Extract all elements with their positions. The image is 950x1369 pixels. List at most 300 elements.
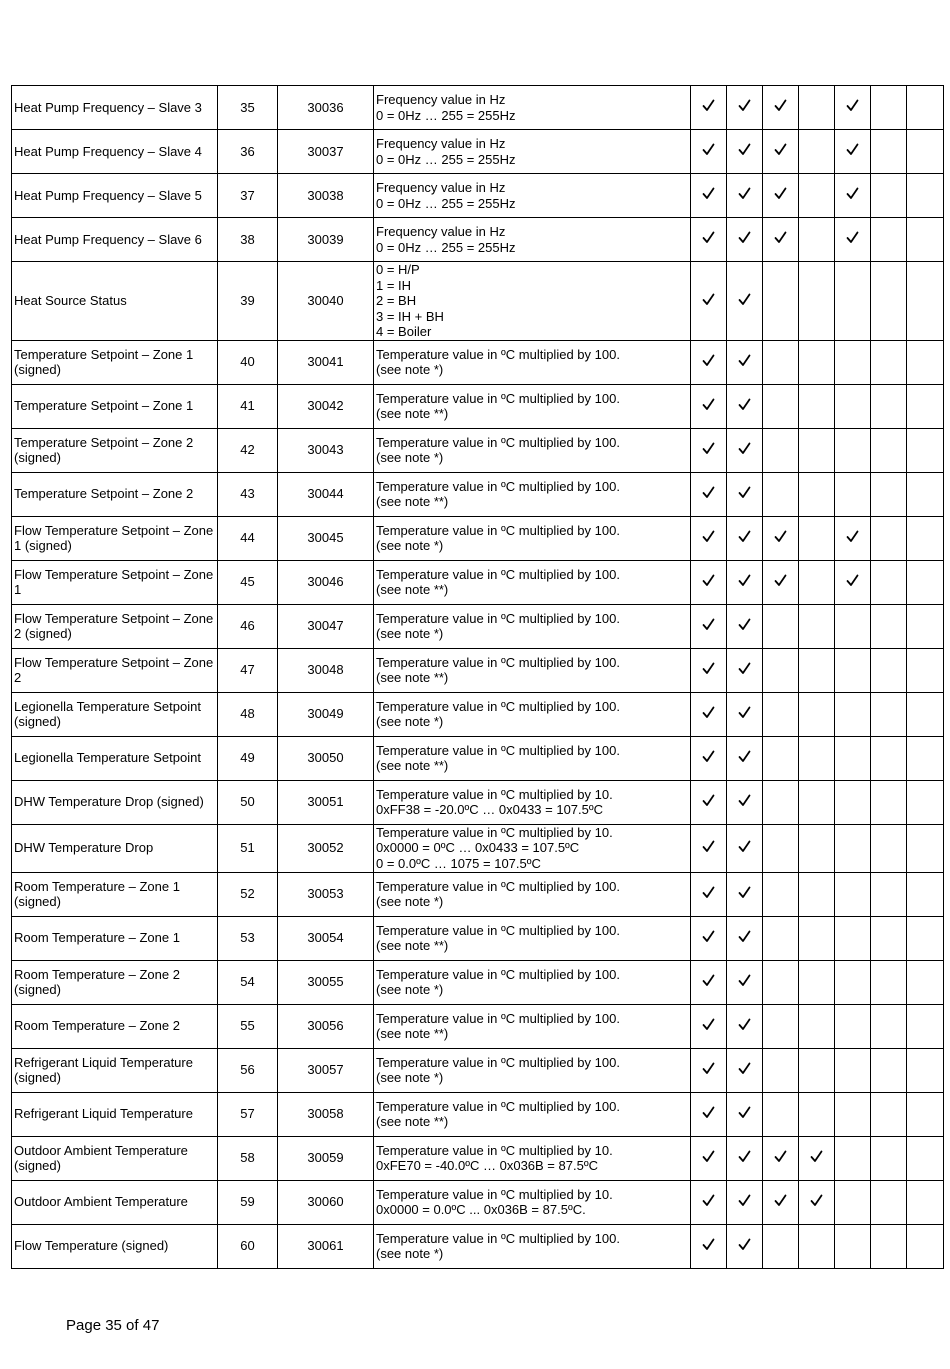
checkmark-icon — [774, 143, 787, 156]
checkmark-icon — [846, 231, 859, 244]
register-name: Heat Pump Frequency – Slave 3 — [12, 86, 218, 130]
register-address: 30039 — [278, 218, 374, 262]
support-cell-2 — [727, 174, 763, 218]
checkmark-icon — [738, 354, 751, 367]
checkmark-icon — [738, 187, 751, 200]
table-row — [12, 692, 944, 736]
support-cell-1 — [691, 1048, 727, 1092]
support-cell-3 — [763, 736, 799, 780]
register-description: Frequency value in Hz 0 = 0Hz … 255 = 255Hz — [374, 130, 691, 174]
checkmark-icon — [738, 886, 751, 899]
checkmark-icon — [702, 1106, 715, 1119]
register-name: Room Temperature – Zone 2 (signed) — [12, 960, 218, 1004]
support-cell-4 — [799, 1092, 835, 1136]
support-cell-4 — [799, 780, 835, 824]
support-cell-2 — [727, 1048, 763, 1092]
support-cell-3 — [763, 1004, 799, 1048]
support-cell-5 — [835, 1180, 871, 1224]
support-cell-7 — [907, 340, 944, 384]
register-address: 30043 — [278, 428, 374, 472]
support-cell-1 — [691, 262, 727, 341]
table-row — [12, 604, 944, 648]
register-index: 43 — [218, 472, 278, 516]
register-address: 30048 — [278, 648, 374, 692]
support-cell-7 — [907, 916, 944, 960]
table-row — [12, 472, 944, 516]
register-index: 50 — [218, 780, 278, 824]
support-cell-3 — [763, 872, 799, 916]
checkmark-icon — [702, 840, 715, 853]
support-cell-5 — [835, 130, 871, 174]
register-address: 30059 — [278, 1136, 374, 1180]
checkmark-icon — [702, 143, 715, 156]
support-cell-1 — [691, 130, 727, 174]
register-address: 30038 — [278, 174, 374, 218]
support-cell-3 — [763, 692, 799, 736]
support-cell-5 — [835, 516, 871, 560]
support-cell-6 — [871, 824, 907, 872]
register-address: 30051 — [278, 780, 374, 824]
register-index: 39 — [218, 262, 278, 341]
checkmark-icon — [702, 930, 715, 943]
support-cell-5 — [835, 872, 871, 916]
support-cell-2 — [727, 916, 763, 960]
support-cell-2 — [727, 130, 763, 174]
register-description: Temperature value in ºC multiplied by 100. (see note *) — [374, 604, 691, 648]
support-cell-2 — [727, 1180, 763, 1224]
table-row — [12, 1136, 944, 1180]
support-cell-7 — [907, 1004, 944, 1048]
checkmark-icon — [702, 886, 715, 899]
register-index: 59 — [218, 1180, 278, 1224]
checkmark-icon — [702, 1238, 715, 1251]
support-cell-4 — [799, 1224, 835, 1268]
support-cell-3 — [763, 86, 799, 130]
register-description: Temperature value in ºC multiplied by 100. (see note **) — [374, 736, 691, 780]
support-cell-3 — [763, 916, 799, 960]
support-cell-6 — [871, 472, 907, 516]
support-cell-3 — [763, 1048, 799, 1092]
register-description: Temperature value in ºC multiplied by 10. 0x0000 = 0ºC … 0x0433 = 107.5ºC 0 = 0.0ºC … 1075 = 107.5ºC — [374, 824, 691, 872]
checkmark-icon — [738, 530, 751, 543]
register-index: 56 — [218, 1048, 278, 1092]
support-cell-3 — [763, 130, 799, 174]
support-cell-6 — [871, 872, 907, 916]
register-address: 30046 — [278, 560, 374, 604]
register-address: 30047 — [278, 604, 374, 648]
support-cell-7 — [907, 174, 944, 218]
register-name: Temperature Setpoint – Zone 2 (signed) — [12, 428, 218, 472]
support-cell-1 — [691, 516, 727, 560]
checkmark-icon — [702, 398, 715, 411]
checkmark-icon — [774, 1194, 787, 1207]
support-cell-4 — [799, 960, 835, 1004]
checkmark-icon — [774, 1150, 787, 1163]
support-cell-3 — [763, 384, 799, 428]
register-description: Temperature value in ºC multiplied by 100. (see note *) — [374, 1048, 691, 1092]
support-cell-1 — [691, 1004, 727, 1048]
support-cell-4 — [799, 560, 835, 604]
support-cell-5 — [835, 604, 871, 648]
register-name: Heat Pump Frequency – Slave 6 — [12, 218, 218, 262]
support-cell-7 — [907, 692, 944, 736]
table-row — [12, 174, 944, 218]
support-cell-1 — [691, 648, 727, 692]
support-cell-5 — [835, 384, 871, 428]
table-row — [12, 340, 944, 384]
support-cell-4 — [799, 1048, 835, 1092]
checkmark-icon — [846, 143, 859, 156]
register-description: Temperature value in ºC multiplied by 10. 0xFF38 = -20.0ºC … 0x0433 = 107.5ºC — [374, 780, 691, 824]
register-address: 30052 — [278, 824, 374, 872]
register-description: Temperature value in ºC multiplied by 100. (see note **) — [374, 1092, 691, 1136]
register-description: Temperature value in ºC multiplied by 100. (see note **) — [374, 472, 691, 516]
register-name: Flow Temperature Setpoint – Zone 1 (signed) — [12, 516, 218, 560]
register-name: DHW Temperature Drop — [12, 824, 218, 872]
support-cell-6 — [871, 1180, 907, 1224]
support-cell-5 — [835, 916, 871, 960]
checkmark-icon — [738, 1238, 751, 1251]
support-cell-5 — [835, 692, 871, 736]
register-address: 30037 — [278, 130, 374, 174]
support-cell-6 — [871, 86, 907, 130]
register-name: Heat Source Status — [12, 262, 218, 341]
checkmark-icon — [738, 662, 751, 675]
support-cell-5 — [835, 174, 871, 218]
register-index: 38 — [218, 218, 278, 262]
table-row — [12, 872, 944, 916]
register-address: 30045 — [278, 516, 374, 560]
register-address: 30049 — [278, 692, 374, 736]
table-row — [12, 916, 944, 960]
support-cell-1 — [691, 692, 727, 736]
table-row — [12, 560, 944, 604]
checkmark-icon — [702, 794, 715, 807]
support-cell-5 — [835, 340, 871, 384]
table-row — [12, 86, 944, 130]
register-index: 35 — [218, 86, 278, 130]
support-cell-2 — [727, 604, 763, 648]
register-description: Temperature value in ºC multiplied by 100. (see note **) — [374, 560, 691, 604]
support-cell-2 — [727, 692, 763, 736]
support-cell-4 — [799, 872, 835, 916]
support-cell-5 — [835, 218, 871, 262]
register-index: 49 — [218, 736, 278, 780]
checkmark-icon — [702, 293, 715, 306]
support-cell-6 — [871, 960, 907, 1004]
register-description: Temperature value in ºC multiplied by 100. (see note *) — [374, 872, 691, 916]
table-row — [12, 648, 944, 692]
checkmark-icon — [738, 574, 751, 587]
checkmark-icon — [738, 930, 751, 943]
support-cell-7 — [907, 1180, 944, 1224]
register-address: 30056 — [278, 1004, 374, 1048]
checkmark-icon — [810, 1194, 823, 1207]
support-cell-5 — [835, 1136, 871, 1180]
support-cell-4 — [799, 428, 835, 472]
support-cell-3 — [763, 340, 799, 384]
support-cell-2 — [727, 1136, 763, 1180]
checkmark-icon — [774, 187, 787, 200]
support-cell-1 — [691, 428, 727, 472]
support-cell-4 — [799, 1180, 835, 1224]
register-name: Refrigerant Liquid Temperature (signed) — [12, 1048, 218, 1092]
support-cell-2 — [727, 736, 763, 780]
register-address: 30050 — [278, 736, 374, 780]
support-cell-6 — [871, 780, 907, 824]
register-address: 30036 — [278, 86, 374, 130]
support-cell-3 — [763, 1224, 799, 1268]
checkmark-icon — [738, 1194, 751, 1207]
checkmark-icon — [702, 1194, 715, 1207]
checkmark-icon — [702, 1062, 715, 1075]
support-cell-7 — [907, 130, 944, 174]
checkmark-icon — [738, 99, 751, 112]
register-index: 47 — [218, 648, 278, 692]
support-cell-4 — [799, 262, 835, 341]
support-cell-5 — [835, 262, 871, 341]
register-index: 57 — [218, 1092, 278, 1136]
support-cell-3 — [763, 262, 799, 341]
register-table — [11, 85, 944, 1269]
table-row — [12, 1224, 944, 1268]
checkmark-icon — [774, 574, 787, 587]
checkmark-icon — [738, 1106, 751, 1119]
table-row — [12, 516, 944, 560]
table-row — [12, 780, 944, 824]
register-name: Room Temperature – Zone 1 — [12, 916, 218, 960]
support-cell-7 — [907, 218, 944, 262]
register-index: 58 — [218, 1136, 278, 1180]
register-index: 45 — [218, 560, 278, 604]
checkmark-icon — [774, 99, 787, 112]
support-cell-7 — [907, 560, 944, 604]
support-cell-1 — [691, 1092, 727, 1136]
support-cell-2 — [727, 86, 763, 130]
support-cell-6 — [871, 560, 907, 604]
support-cell-7 — [907, 780, 944, 824]
support-cell-2 — [727, 1224, 763, 1268]
checkmark-icon — [738, 1150, 751, 1163]
support-cell-5 — [835, 960, 871, 1004]
support-cell-7 — [907, 1092, 944, 1136]
support-cell-4 — [799, 824, 835, 872]
support-cell-6 — [871, 340, 907, 384]
support-cell-5 — [835, 1048, 871, 1092]
support-cell-7 — [907, 648, 944, 692]
support-cell-2 — [727, 1092, 763, 1136]
checkmark-icon — [702, 442, 715, 455]
support-cell-7 — [907, 960, 944, 1004]
table-row — [12, 218, 944, 262]
support-cell-6 — [871, 1048, 907, 1092]
register-name: Flow Temperature (signed) — [12, 1224, 218, 1268]
register-index: 52 — [218, 872, 278, 916]
checkmark-icon — [702, 1150, 715, 1163]
support-cell-6 — [871, 218, 907, 262]
support-cell-1 — [691, 916, 727, 960]
register-index: 55 — [218, 1004, 278, 1048]
register-description: 0 = H/P 1 = IH 2 = BH 3 = IH + BH 4 = Boiler — [374, 262, 691, 341]
support-cell-3 — [763, 960, 799, 1004]
support-cell-1 — [691, 384, 727, 428]
register-name: DHW Temperature Drop (signed) — [12, 780, 218, 824]
register-index: 36 — [218, 130, 278, 174]
register-index: 44 — [218, 516, 278, 560]
support-cell-7 — [907, 428, 944, 472]
support-cell-7 — [907, 872, 944, 916]
support-cell-3 — [763, 1136, 799, 1180]
support-cell-1 — [691, 1180, 727, 1224]
support-cell-3 — [763, 824, 799, 872]
support-cell-3 — [763, 218, 799, 262]
register-name: Temperature Setpoint – Zone 1 (signed) — [12, 340, 218, 384]
support-cell-6 — [871, 648, 907, 692]
support-cell-1 — [691, 872, 727, 916]
support-cell-1 — [691, 780, 727, 824]
table-row — [12, 1004, 944, 1048]
support-cell-3 — [763, 472, 799, 516]
register-name: Heat Pump Frequency – Slave 4 — [12, 130, 218, 174]
support-cell-5 — [835, 560, 871, 604]
register-name: Refrigerant Liquid Temperature — [12, 1092, 218, 1136]
support-cell-2 — [727, 472, 763, 516]
support-cell-2 — [727, 218, 763, 262]
register-name: Flow Temperature Setpoint – Zone 2 (signed) — [12, 604, 218, 648]
support-cell-5 — [835, 824, 871, 872]
register-address: 30058 — [278, 1092, 374, 1136]
support-cell-4 — [799, 218, 835, 262]
checkmark-icon — [738, 794, 751, 807]
support-cell-6 — [871, 1004, 907, 1048]
support-cell-4 — [799, 340, 835, 384]
support-cell-4 — [799, 648, 835, 692]
support-cell-7 — [907, 86, 944, 130]
register-description: Temperature value in ºC multiplied by 100. (see note **) — [374, 384, 691, 428]
support-cell-3 — [763, 1092, 799, 1136]
register-name: Legionella Temperature Setpoint (signed) — [12, 692, 218, 736]
checkmark-icon — [702, 187, 715, 200]
register-name: Temperature Setpoint – Zone 1 — [12, 384, 218, 428]
register-description: Temperature value in ºC multiplied by 100. (see note *) — [374, 516, 691, 560]
support-cell-4 — [799, 174, 835, 218]
checkmark-icon — [738, 231, 751, 244]
support-cell-7 — [907, 384, 944, 428]
checkmark-icon — [738, 974, 751, 987]
support-cell-3 — [763, 648, 799, 692]
register-index: 40 — [218, 340, 278, 384]
register-description: Frequency value in Hz 0 = 0Hz … 255 = 255Hz — [374, 174, 691, 218]
register-description: Frequency value in Hz 0 = 0Hz … 255 = 255Hz — [374, 218, 691, 262]
support-cell-7 — [907, 472, 944, 516]
checkmark-icon — [702, 706, 715, 719]
checkmark-icon — [738, 442, 751, 455]
register-name: Outdoor Ambient Temperature — [12, 1180, 218, 1224]
support-cell-1 — [691, 340, 727, 384]
register-address: 30057 — [278, 1048, 374, 1092]
support-cell-2 — [727, 1004, 763, 1048]
support-cell-5 — [835, 472, 871, 516]
register-index: 41 — [218, 384, 278, 428]
support-cell-5 — [835, 86, 871, 130]
register-address: 30053 — [278, 872, 374, 916]
checkmark-icon — [846, 530, 859, 543]
support-cell-3 — [763, 428, 799, 472]
support-cell-6 — [871, 604, 907, 648]
table-row — [12, 428, 944, 472]
register-index: 53 — [218, 916, 278, 960]
support-cell-1 — [691, 472, 727, 516]
support-cell-3 — [763, 780, 799, 824]
register-description: Temperature value in ºC multiplied by 100. (see note **) — [374, 1004, 691, 1048]
register-description: Temperature value in ºC multiplied by 100. (see note *) — [374, 960, 691, 1004]
register-index: 48 — [218, 692, 278, 736]
support-cell-5 — [835, 1224, 871, 1268]
register-name: Heat Pump Frequency – Slave 5 — [12, 174, 218, 218]
support-cell-4 — [799, 384, 835, 428]
checkmark-icon — [738, 706, 751, 719]
support-cell-2 — [727, 340, 763, 384]
support-cell-2 — [727, 780, 763, 824]
checkmark-icon — [738, 293, 751, 306]
support-cell-1 — [691, 174, 727, 218]
register-rows — [12, 86, 944, 1269]
support-cell-3 — [763, 174, 799, 218]
support-cell-7 — [907, 736, 944, 780]
checkmark-icon — [810, 1150, 823, 1163]
checkmark-icon — [702, 974, 715, 987]
support-cell-7 — [907, 604, 944, 648]
support-cell-1 — [691, 824, 727, 872]
register-address: 30041 — [278, 340, 374, 384]
support-cell-2 — [727, 824, 763, 872]
register-description: Temperature value in ºC multiplied by 10. 0xFE70 = -40.0ºC … 0x036B = 87.5ºC — [374, 1136, 691, 1180]
support-cell-1 — [691, 960, 727, 1004]
table-row — [12, 960, 944, 1004]
support-cell-5 — [835, 648, 871, 692]
register-name: Flow Temperature Setpoint – Zone 2 — [12, 648, 218, 692]
checkmark-icon — [702, 662, 715, 675]
register-address: 30044 — [278, 472, 374, 516]
support-cell-7 — [907, 824, 944, 872]
checkmark-icon — [702, 618, 715, 631]
support-cell-1 — [691, 560, 727, 604]
support-cell-4 — [799, 1004, 835, 1048]
table-row — [12, 1048, 944, 1092]
support-cell-4 — [799, 86, 835, 130]
register-index: 60 — [218, 1224, 278, 1268]
support-cell-5 — [835, 780, 871, 824]
checkmark-icon — [738, 618, 751, 631]
checkmark-icon — [702, 99, 715, 112]
support-cell-7 — [907, 516, 944, 560]
register-name: Room Temperature – Zone 1 (signed) — [12, 872, 218, 916]
checkmark-icon — [846, 574, 859, 587]
support-cell-2 — [727, 428, 763, 472]
support-cell-4 — [799, 516, 835, 560]
support-cell-2 — [727, 516, 763, 560]
support-cell-2 — [727, 960, 763, 1004]
support-cell-6 — [871, 1224, 907, 1268]
table-row — [12, 130, 944, 174]
table-row — [12, 824, 944, 872]
support-cell-6 — [871, 384, 907, 428]
support-cell-6 — [871, 428, 907, 472]
support-cell-6 — [871, 736, 907, 780]
checkmark-icon — [738, 143, 751, 156]
register-index: 51 — [218, 824, 278, 872]
checkmark-icon — [738, 1062, 751, 1075]
